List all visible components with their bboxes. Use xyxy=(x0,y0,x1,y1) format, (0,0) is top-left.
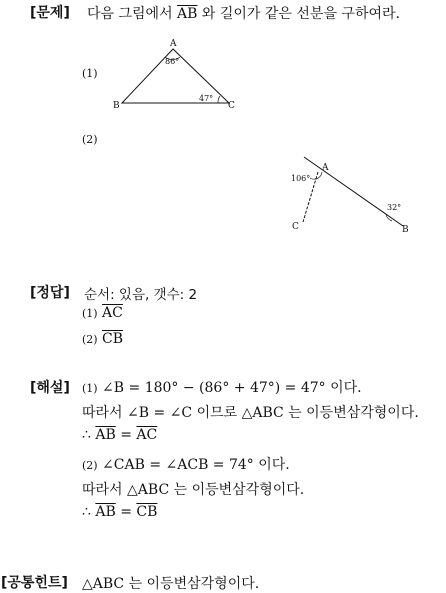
angle-c-arc xyxy=(218,96,220,103)
answer-tag: [정답] xyxy=(30,285,70,301)
fig2-vertex-c: C xyxy=(292,222,299,232)
explanation-line-3-pre: ∴ xyxy=(82,427,96,443)
answer-item-2 xyxy=(82,331,123,347)
answer-summary: 순서: 있음, 갯수: 2 xyxy=(84,287,198,303)
hint-text: △ABC 는 이등변삼각형이다. xyxy=(82,576,260,592)
explanation-line-4-text: ∠CAB = ∠ACB = 74° 이다. xyxy=(102,457,290,473)
explanation-line-6-pre: ∴ xyxy=(82,504,96,520)
explanation-line-3 xyxy=(82,427,157,443)
fig1-vertex-a: A xyxy=(170,39,177,49)
explanation-line-6-mid: = xyxy=(115,504,137,520)
problem-text-before: 다음 그림에서 xyxy=(87,6,178,22)
explanation-line-5: 따라서 △ABC 는 이등변삼각형이다. xyxy=(82,482,305,498)
hint-tag: [공통힌트] xyxy=(1,575,68,591)
explanation-line-3-b: $\overline{AC}$ xyxy=(136,427,158,443)
fig2-angle-b: 32° xyxy=(387,203,402,212)
fig1-angle-a: 86° xyxy=(165,57,180,66)
explanation-tag: [해설] xyxy=(30,380,70,396)
explanation-line-6 xyxy=(82,504,157,520)
explanation-line-6-a: $\overline{AB}$ xyxy=(95,504,116,520)
explanation-line-4 xyxy=(82,454,290,474)
explanation-line-3-a: $\overline{AB}$ xyxy=(95,427,116,443)
answer-item-1-segment: $\overline{AC}$ xyxy=(102,305,123,321)
fig2-angle-a: 106° xyxy=(291,174,311,183)
problem-text-after: 와 길이가 같은 선분을 구하여라. xyxy=(197,6,400,22)
fig2-vertex-a: A xyxy=(322,163,329,173)
fig2-vertex-b: B xyxy=(402,225,409,235)
fig1-label: (1) xyxy=(82,67,98,80)
answer-item-2-segment: $\overline{CB}$ xyxy=(102,331,124,347)
triangle-figure-1 xyxy=(0,0,446,250)
answer-item-1 xyxy=(82,305,123,321)
explanation-line-1-text: ∠B = 180° − (86° + 47°) = 47° 이다. xyxy=(102,380,362,396)
explanation-line-6-b: $\overline{CB}$ xyxy=(136,504,158,520)
fig2-label: (2) xyxy=(82,133,98,146)
explanation-line-1-num: (1) xyxy=(82,382,98,395)
answer-item-1-num: (1) xyxy=(82,307,98,320)
problem-segment: $\overline{AB}$ xyxy=(177,6,198,22)
fig1-vertex-b: B xyxy=(113,101,120,111)
explanation-line-3-mid: = xyxy=(115,427,137,443)
problem-tag: [문제] xyxy=(30,5,70,21)
fig1-vertex-c: C xyxy=(228,101,235,111)
fig2-line-ab xyxy=(304,157,403,226)
answer-item-2-num: (2) xyxy=(82,333,98,346)
explanation-line-1 xyxy=(82,377,362,397)
fig1-angle-c: 47° xyxy=(199,94,214,103)
explanation-line-4-num: (2) xyxy=(82,459,98,472)
explanation-line-2: 따라서 ∠B = ∠C 이므로 △ABC 는 이등변삼각형이다. xyxy=(82,405,419,421)
